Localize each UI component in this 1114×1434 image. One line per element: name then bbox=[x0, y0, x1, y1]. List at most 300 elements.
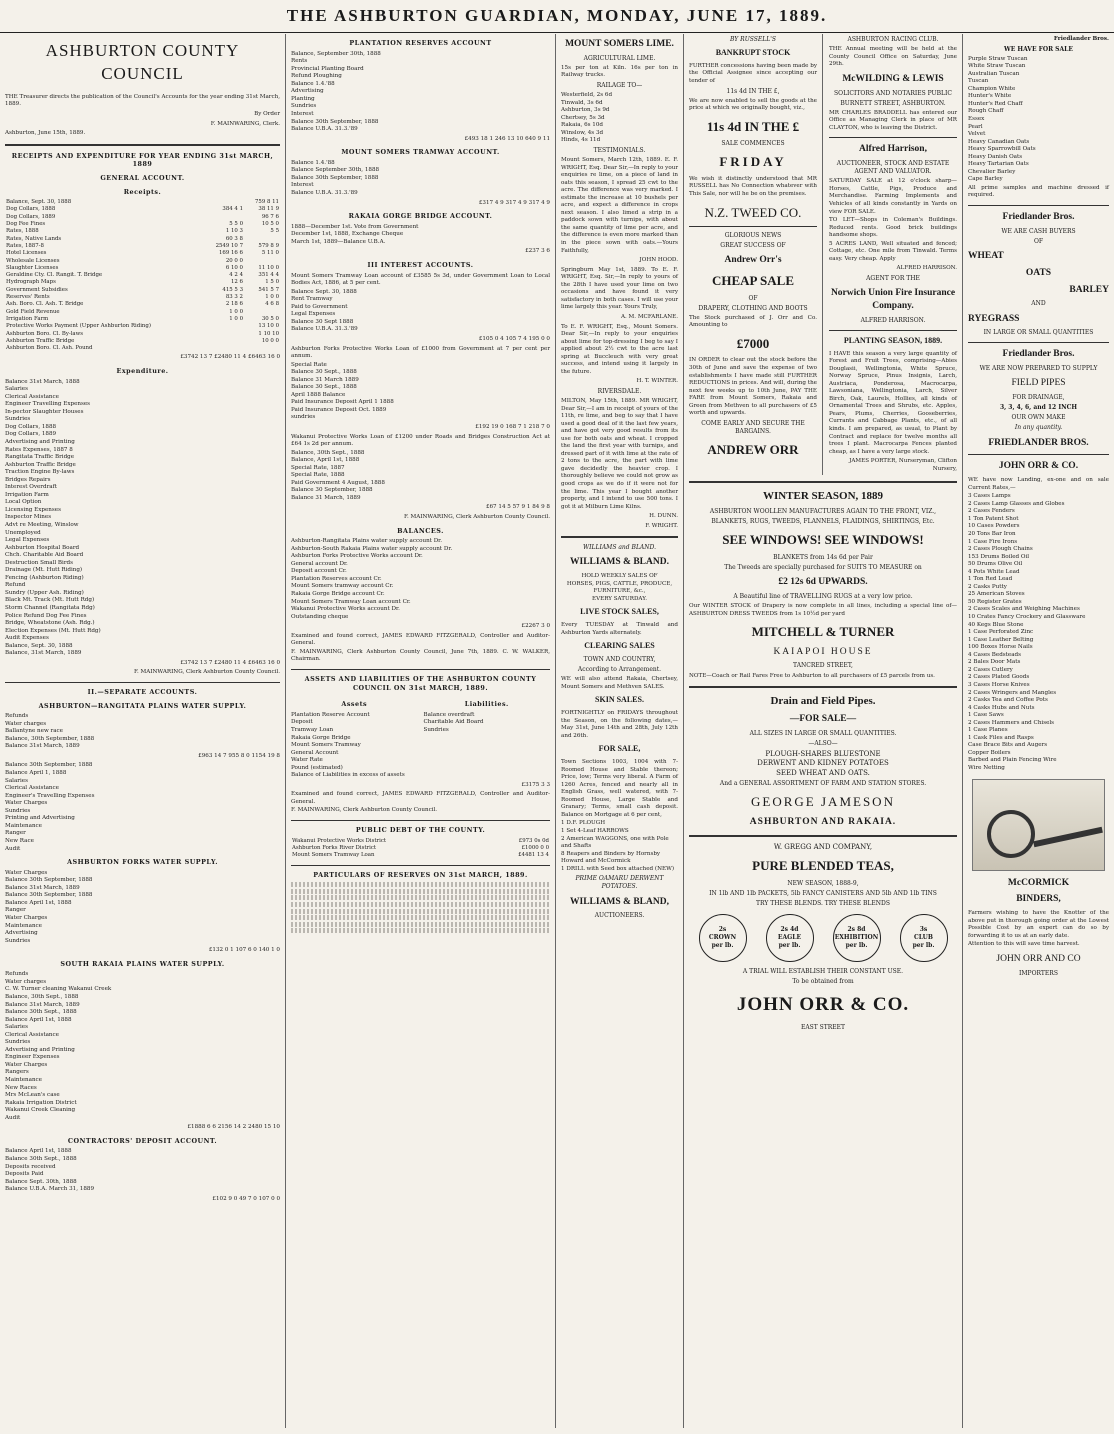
lime-prices: 15s per ton at Kiln. 16s per ton in Railway trucks. bbox=[561, 64, 678, 79]
clearing-sub: TOWN AND COUNTRY, bbox=[583, 656, 656, 664]
list-item: Tinwald, 3s 6d bbox=[561, 99, 603, 106]
list-item: Velvet bbox=[968, 131, 986, 138]
list-item: Dog Collars, 1888 bbox=[5, 423, 57, 430]
norwich-sig: ALFRED HARRISON. bbox=[860, 316, 926, 324]
general-assortment: And a GENERAL ASSORTMENT OF FARM AND STATION STORES. bbox=[719, 780, 927, 788]
friday: FRIDAY bbox=[719, 154, 787, 170]
norwich-title: Norwich Union Fire Insurance Company. bbox=[830, 288, 956, 311]
list-item: Water charges bbox=[5, 720, 47, 727]
table-row: Rates, 1887-8 2549 10 7 579 8 9 bbox=[6, 242, 279, 249]
list-item: 1 D.F. PLOUGH bbox=[561, 820, 606, 827]
expenditure-list bbox=[5, 379, 280, 658]
list-item: Hunter's Red Chaff bbox=[968, 100, 1023, 107]
list-item: EVERY SATURDAY. bbox=[592, 595, 647, 602]
harrison-text-3: 5 ACRES LAND, Well situated and fenced; Cottage, etc. One mile from Tinwald. Terms easy. Very cheap. Apply bbox=[829, 240, 957, 262]
list-item: Refund Ploughing bbox=[291, 73, 342, 80]
receipts-total: £3742 13 7 £2480 11 4 £6463 16 0 bbox=[180, 354, 280, 361]
list-item: Balance, 30th September, 1888 bbox=[5, 735, 95, 742]
barley: BARLEY bbox=[1069, 284, 1109, 295]
wheat-heading: WE HAVE FOR SALE bbox=[1004, 45, 1073, 53]
orr-stock: The Stock purchased of J. Orr and Co. Amounting to bbox=[689, 314, 817, 329]
list-item: Chch. Charitable Aid Board bbox=[5, 552, 84, 559]
list-item: Wire Netting bbox=[968, 764, 1005, 771]
table-row: Geraldine Cty. Cl. Rangit. T. Bridge 4 2 4 351 4 4 bbox=[6, 272, 279, 279]
rangitata-rows-2 bbox=[5, 762, 280, 853]
list-item: Ashburton Traffic Bridge bbox=[5, 461, 76, 468]
badge-unit: per lb. bbox=[845, 941, 868, 949]
russells-text: FURTHER concessions having been made by the Official Assignee since accepting our tender of bbox=[689, 62, 817, 84]
orr-goods: DRAPERY, CLOTHING AND BOOTS bbox=[698, 304, 808, 312]
wb-heading: WILLIAMS and BLAND. bbox=[582, 544, 657, 552]
list-item: Rakaia Gorge Bridge account Cr. bbox=[291, 591, 385, 598]
list-item: Legal Expenses bbox=[5, 537, 50, 544]
list-item: Chertsey, 5s 3d bbox=[561, 114, 605, 121]
list-item: 2 Cases Lamp Glasses and Globes bbox=[968, 500, 1065, 507]
testimonial-1-sig: JOHN HOOD. bbox=[639, 257, 678, 264]
table-row: Irrigation Farm 1 0 0 30 5 0 bbox=[6, 315, 279, 322]
tramway-total: £317 4 9 317 4 9 317 4 9 bbox=[478, 199, 550, 206]
list-item: 2 Cases Scales and Weighing Machines bbox=[968, 606, 1080, 613]
list-item: Paid to Government bbox=[291, 303, 348, 310]
list-item: Ranger bbox=[5, 907, 26, 914]
list-item: Chevalier Barley bbox=[968, 168, 1016, 175]
list-item: April 1888 Balance bbox=[291, 391, 346, 398]
drainage: FOR DRAINAGE, bbox=[1012, 394, 1065, 402]
tramway-rows bbox=[291, 160, 550, 198]
badge-unit: per lb. bbox=[778, 941, 801, 949]
list-item: Balance 30th September, 1888 bbox=[5, 877, 93, 884]
testimonial-1: Mount Somers, March 12th, 1889. E. F. WRIGHT, Esq. Dear Sir,—In reply to your enquiries re lime, on a piece of land in oats this season, I spread 25 cwt to the acre. The difference was very marked. I estimate the increase at 10 bushels per acre, and expect a difference in crops next season. I also limed a strip in a paddock sown with turnips, with about the same quantity of lime per acre, and the difference is even more marked than in the piece sown with oats.—Yours Faithfully, bbox=[561, 157, 678, 254]
list-item: Salaries bbox=[5, 1024, 28, 1031]
norwich-heading: AGENT FOR THE bbox=[866, 274, 920, 282]
reaper-illustration bbox=[972, 779, 1105, 871]
list-item: Special Rate bbox=[291, 361, 327, 368]
assets-rows bbox=[291, 712, 418, 780]
list-item: Balance April 1, 1888 bbox=[5, 770, 67, 777]
list-item: Clerical Assistance bbox=[5, 1031, 59, 1038]
rakaia-heading: SOUTH RAKAIA PLAINS WATER SUPPLY. bbox=[60, 959, 225, 968]
tramway-heading: MOUNT SOMERS TRAMWAY ACCOUNT. bbox=[341, 148, 500, 157]
col2-signature: F. MAINWARING, Clerk Ashburton County Council. bbox=[403, 514, 550, 520]
list-item: 153 Drums Boiled Oil bbox=[968, 553, 1030, 560]
debt-table bbox=[291, 838, 550, 860]
list-item: 10 Crates Fancy Crockery and Glassware bbox=[968, 614, 1086, 621]
own-make: OUR OWN MAKE bbox=[1011, 414, 1066, 422]
list-item: Balance 30th Sept., 1888 bbox=[5, 1156, 77, 1163]
list-item: Rough Chaff bbox=[968, 108, 1004, 115]
list-item: Heavy Tartarian Oats bbox=[968, 161, 1029, 168]
list-item: Interest bbox=[291, 182, 314, 189]
friedlander-2: Friedlander Bros. bbox=[1002, 349, 1075, 360]
list-item: Maintenance bbox=[5, 1077, 42, 1083]
tea-badge bbox=[900, 914, 948, 962]
wilding-text: MR CHARLES BRADDELL has entered our Office as Managing Clerk in place of MR CLAYTON, who is leaving the District. bbox=[829, 109, 957, 131]
plantation-total: £493 18 1 246 13 10 640 9 11 bbox=[464, 135, 550, 142]
list-item: Case Brace Bits and Augers bbox=[968, 742, 1048, 749]
list-item: Planting bbox=[291, 95, 315, 102]
list-item: Sundries bbox=[5, 1039, 31, 1046]
table-row: Rates, Native Lands 60 3 8 bbox=[6, 235, 243, 242]
live-heading: LIVE STOCK SALES, bbox=[580, 607, 659, 617]
badge-name: EAGLE bbox=[777, 933, 802, 941]
russells-text-3: We wish it distinctly understood that MR RUSSELL has No Connection whatever with This Sale, nor will he be on the premises. bbox=[689, 175, 817, 197]
lime-title: MOUNT SOMERS LIME. bbox=[565, 39, 674, 49]
list-item: 4 Cases Bedsteads bbox=[968, 651, 1021, 658]
list-item: Balance overdraft bbox=[423, 711, 475, 718]
interest-note: Mount Somers Tramway Loan account of £3585 5s 3d, under Government Loan to Local Bodies Act, 1886, at 5 per cent. bbox=[291, 272, 550, 287]
balances-total: £2267 3 0 bbox=[521, 623, 550, 630]
list-item: Balance Sept. 30th, 1888 bbox=[5, 1178, 77, 1185]
john-orr-co: JOHN ORR & CO. bbox=[736, 994, 910, 1016]
list-item: 20 Tons Bar Iron bbox=[968, 531, 1016, 538]
list-item: Champion White bbox=[968, 85, 1016, 92]
clearing-heading: CLEARING SALES bbox=[584, 641, 655, 651]
badge-price: 2s bbox=[718, 925, 727, 933]
attend-text: WE will also attend Rakaia, Chertsey, Mount Somers and Methven SALES. bbox=[561, 676, 678, 690]
list-item: Barbed and Plain Fencing Wire bbox=[968, 757, 1057, 764]
list-item: Balance Sept. 30, 1888 bbox=[291, 288, 357, 295]
table-row: Ashburton Boro. Cl. By-laws 1 10 10 bbox=[6, 330, 279, 337]
list-item: Engineer Expenses bbox=[5, 1054, 60, 1061]
wb-footer: WILLIAMS & BLAND, bbox=[570, 896, 669, 907]
list-item: Engineer's Travelling Expenses bbox=[5, 792, 95, 799]
orr-cheap-sale: CHEAP SALE bbox=[712, 273, 794, 289]
trial: A TRIAL WILL ESTABLISH THEIR CONSTANT USE. bbox=[742, 967, 904, 975]
rangitata-heading: ASHBURTON—RANGITATA PLAINS WATER SUPPLY. bbox=[38, 701, 247, 710]
list-item: 2 Casks Putty bbox=[968, 583, 1007, 590]
list-item: Copper Boilers bbox=[968, 749, 1011, 756]
list-item: Heavy Canadian Oats bbox=[968, 138, 1030, 145]
badge-name: CROWN bbox=[708, 933, 737, 941]
wakanui-rows bbox=[291, 450, 550, 503]
list-item: Balance 1.4.'88 bbox=[291, 159, 335, 166]
list-item: Mrs McLean's case bbox=[5, 1092, 60, 1099]
list-item: Water Charges bbox=[5, 1061, 48, 1068]
orr-footer-col5: JOHN ORR AND CO bbox=[996, 953, 1081, 964]
orr-of: OF bbox=[748, 294, 758, 302]
list-item: 2 Bales Door Mats bbox=[968, 659, 1021, 666]
list-item: Refunds bbox=[5, 971, 29, 978]
list-item: FURNITURE, &c., bbox=[593, 588, 646, 595]
list-item: Sundries bbox=[291, 103, 317, 110]
list-item: Local Option bbox=[5, 499, 42, 506]
list-item: 2 Cases Plough Chains bbox=[968, 546, 1033, 553]
list-item: Tuscan bbox=[968, 78, 989, 85]
blankets: BLANKETS from 14s 6d per Pair bbox=[773, 553, 873, 561]
railage-heading: RAILAGE TO— bbox=[596, 82, 643, 89]
column-shop-ads bbox=[684, 34, 962, 1428]
list-item: Audit Expenses bbox=[5, 635, 49, 642]
list-item: 40 Kegs Blue Stone bbox=[968, 621, 1024, 628]
list-item: Paid Insurance Deposit Oct. 1889 bbox=[291, 406, 387, 413]
masthead: THE ASHBURTON GUARDIAN, MONDAY, JUNE 17, 1889. bbox=[0, 6, 1114, 33]
list-item: Rents bbox=[291, 58, 308, 65]
list-item: Election Expenses (Mt. Hutt Rdg) bbox=[5, 627, 101, 634]
list-item: General account Dr. bbox=[291, 560, 348, 567]
badge-name: CLUB bbox=[914, 933, 933, 941]
wakanui-total: £67 14 5 57 9 1 84 9 8 bbox=[485, 504, 550, 511]
quantities: IN LARGE OR SMALL QUANTITIES bbox=[983, 329, 1094, 337]
list-item: Drainage (Mt. Hutt Riding) bbox=[5, 567, 83, 574]
list-item: 3 Cases Horse Knives bbox=[968, 681, 1030, 688]
list-item: Special Rate, 1888 bbox=[291, 472, 345, 479]
list-item: Clerical Assistance bbox=[5, 785, 59, 792]
forks-rows bbox=[5, 870, 280, 945]
forsale-text: Town Sections 1003, 1004 with 7-Roomed House and Stable thereon; Price, low; Terms very liberal. A Farm of 1260 Acres, fenced and nearly all in English Grass, well watered, with 7-Roomed House, Large Stable and Granary; Terms, small cash deposit. Balance on Mortgage at 6 per cent, bbox=[561, 759, 678, 818]
col2-signature-2: F. MAINWARING, Clerk Ashburton County Council, June 7th, 1889. C. W. WALKER, Chairman. bbox=[291, 648, 550, 663]
list-item: Deposits Paid bbox=[5, 1171, 44, 1178]
wheat: WHEAT bbox=[968, 251, 1004, 262]
table-row: Wholesale Licenses 20 0 0 bbox=[6, 257, 243, 264]
list-item: 2 Cases Plated Goods bbox=[968, 674, 1030, 681]
reserves-heading: PARTICULARS OF RESERVES ON 31st MARCH, 1889. bbox=[313, 870, 528, 879]
planting-text: I HAVE this season a very large quantity of Forest and Fruit Trees, comprising—Abies Douglasii, Wellingtonia, White Spruce, Norway Spruce, Pinus Insignis, Larch, Austriaca, Ponderosa, Macrocarpa, Lawsoniana, Wellingtonia, Larch, Silver Birch, Oak, Laurels, Hollies, all kinds of Ornamental Trees and Shrubs, etc. Apples, Pears, Plums, Cherries, Gooseberries, Currants and Cabbage Plants, etc., of all kinds. I am prepared, as usual, to Plant by Contract and replace for twelve months all trees I plant. Macrocarpa Fences planted cheap, as I have a very large stock. bbox=[829, 350, 957, 455]
list-item: Balance 31 March 1889 bbox=[291, 376, 359, 383]
wilding-sub: SOLICITORS AND NOTARIES PUBLIC bbox=[834, 89, 952, 97]
forks-heading: ASHBURTON FORKS WATER SUPPLY. bbox=[67, 858, 218, 867]
testimonial-2: Springburn May 1st, 1889. To E. F. WRIGHT, Esq. Sir,—In reply to yours of the 28th I have used your lime on two occasions and have found it very satisfactory in both cases. I will use your lime largely this year. Yours Truly, bbox=[561, 266, 678, 311]
mitchell-turner: MITCHELL & TURNER bbox=[751, 624, 895, 640]
receipts-table bbox=[5, 199, 280, 352]
winter-text: Our WINTER STOCK of Drapery is now complete in all lines, including a special line of— ASHBURTON DRESS TWEEDS from 1s 10½d per yard bbox=[689, 602, 957, 617]
list-item: Plantation Reserve Account bbox=[291, 711, 370, 718]
kaiapoi-house: KAIAPOI HOUSE bbox=[773, 646, 873, 657]
list-item: Balance September 30th, 1888 bbox=[291, 167, 380, 174]
table-row: Hotel Licenses 169 16 6 5 11 0 bbox=[6, 250, 279, 257]
pipe-sizes: 3, 3, 4, 6, and 12 INCH bbox=[999, 404, 1078, 412]
list-item: Pound (estimated) bbox=[291, 764, 343, 771]
gregg-heading: W. GREGG AND COMPANY, bbox=[773, 842, 873, 851]
list-item: Ashburton Forks Protective Works account Dr. bbox=[291, 553, 423, 560]
list-item: Balance April 1st, 1888 bbox=[5, 1016, 72, 1023]
list-item: DERWENT AND KIDNEY POTATOES bbox=[757, 759, 889, 768]
signer: F. MAINWARING, Clerk. bbox=[210, 120, 280, 127]
date-line: Ashburton, June 15th, 1889. bbox=[5, 130, 86, 137]
assets-total: £3175 3 3 bbox=[521, 781, 550, 788]
badge-price: 3s bbox=[919, 925, 928, 933]
winter-heading: WINTER SEASON, 1889 bbox=[762, 490, 884, 503]
binders: BINDERS, bbox=[1016, 894, 1061, 905]
lime-sub: AGRICULTURAL LIME. bbox=[583, 54, 656, 62]
list-item: Traction Engine By-laws bbox=[5, 469, 75, 476]
list-item: Balance 1.4.'88 bbox=[291, 80, 335, 87]
column-friedlander-ads bbox=[962, 34, 1114, 1428]
list-item: Sundries bbox=[5, 937, 31, 944]
list-item: Balance, April 1st, 1888 bbox=[291, 457, 360, 464]
list-item: Water Rate bbox=[291, 757, 323, 764]
list-item: 3 Cases Lamps bbox=[968, 493, 1011, 500]
list-item: New Race bbox=[5, 837, 34, 844]
list-item: Balance 31st March, 1888 bbox=[5, 378, 80, 385]
balances-rows bbox=[291, 538, 550, 621]
list-item: White Straw Tuscan bbox=[968, 63, 1026, 70]
wb-lines bbox=[561, 573, 678, 603]
list-item: New Races bbox=[5, 1084, 37, 1091]
orr-amount: £7000 bbox=[736, 335, 770, 351]
potatoes-text: PRIME OAMARU DERWENT POTATOES. bbox=[575, 875, 664, 891]
list-item: Paid Government 4 August, 1888 bbox=[291, 479, 385, 486]
list-item: 2 American WAGGONS, one with Pole and Shafts bbox=[561, 835, 669, 850]
list-item: Balance U.B.A. 31.3.'89 bbox=[291, 190, 358, 197]
list-item: Salaries bbox=[5, 777, 28, 784]
prepared: WE ARE NOW PREPARED TO SUPPLY bbox=[979, 365, 1098, 373]
new-season: NEW SEASON, 1888-9, bbox=[787, 879, 859, 887]
gorge-total: £237 3 6 bbox=[525, 248, 550, 255]
expenditure-total: £3742 13 7 £2480 11 4 £6463 16 0 bbox=[180, 659, 280, 666]
list-item: Sundries bbox=[5, 807, 31, 814]
winter-items: BLANKETS, RUGS, TWEEDS, FLANNELS, FLAIDINGS, SHIRTINGS, Etc. bbox=[711, 518, 935, 526]
list-item: Ashburton Hospital Board bbox=[5, 544, 80, 551]
list-item: Purple Straw Tuscan bbox=[968, 55, 1028, 62]
live-text: Every TUESDAY at Tinwald and Ashburton Yards alternately. bbox=[561, 622, 678, 636]
list-item: PLOUGH-SHARES BLUESTONE bbox=[765, 749, 881, 758]
column-county-accounts bbox=[0, 34, 286, 1428]
list-item: Plantation Reserves account Cr. bbox=[291, 575, 382, 582]
see-windows: SEE WINDOWS! SEE WINDOWS! bbox=[722, 532, 924, 548]
packets: IN 1lb AND 1lb PACKETS, 5lb FANCY CANISTERS AND 5lb AND 1lb TINS bbox=[709, 889, 937, 897]
assets-label: Assets bbox=[341, 700, 368, 709]
racing-text: THE Annual meeting will be held at the County Council Office on Saturday, June 29th. bbox=[829, 46, 957, 68]
table-row: Government Subsidies 415 5 3 541 5 7 bbox=[6, 286, 279, 293]
tea-blend-badges bbox=[689, 914, 957, 962]
orr-items bbox=[968, 493, 1109, 772]
importers: IMPORTERS bbox=[1019, 969, 1058, 977]
list-item: Unemployed bbox=[5, 529, 41, 536]
skin-text: FORTNIGHTLY on FRIDAYS throughout the Season, on the following dates,—May 31st, June 14th and 28th, July 12th and 26th. bbox=[561, 710, 678, 739]
russells-heading: BY RUSSELL'S bbox=[730, 36, 776, 43]
list-item: Charitable Aid Board bbox=[423, 719, 484, 726]
tea-badge bbox=[699, 914, 747, 962]
list-item: Maintenance bbox=[5, 922, 42, 929]
list-item: Balance 30th September, 1888 bbox=[5, 892, 93, 899]
list-item: SEED WHEAT AND OATS. bbox=[776, 768, 870, 777]
list-item: Hunter's White bbox=[968, 93, 1012, 100]
table-row: Dog Collars, 1889 96 7 6 bbox=[6, 213, 279, 220]
liabilities-rows bbox=[424, 712, 551, 735]
jameson-name: GEORGE JAMESON bbox=[751, 794, 895, 810]
mccormick: McCORMICK bbox=[1007, 877, 1070, 888]
rakaia-rows bbox=[5, 971, 280, 1122]
testimonial-3: To E. F. WRIGHT, Esq., Mount Somers. Dear Sir,—In reply to your enquiries about lime for top-dressing I beg to say I applied about 2½ cwt to the acre last spring at Buccleuch with very great success, and intend using it largely in the future. bbox=[561, 323, 678, 375]
list-item: Police Refund Dog Fee Fines bbox=[5, 612, 87, 619]
by-order: By Order bbox=[254, 110, 280, 117]
orr-footer: ANDREW ORR bbox=[707, 442, 799, 458]
list-item: Interest Overdraft bbox=[5, 484, 57, 491]
upwards: £2 12s 6d UPWARDS. bbox=[778, 577, 868, 588]
list-item: Rangers bbox=[5, 1069, 29, 1076]
list-item: HORSES, PIGS, CATTLE, PRODUCE, bbox=[566, 580, 673, 587]
list-item: Dog Collars, 1889 bbox=[5, 431, 57, 438]
skin-heading: SKIN SALES. bbox=[595, 695, 644, 705]
separate-heading: II.—SEPARATE ACCOUNTS. bbox=[87, 687, 198, 696]
list-item: Refund bbox=[5, 582, 26, 589]
table-row: Ashburton Boro. Cl. Ash. Pound bbox=[6, 345, 93, 352]
orr-intro: WE have now Landing, ex-one and on sale Current Rates,— bbox=[968, 477, 1109, 491]
list-item: Audit bbox=[5, 1114, 21, 1121]
list-item: 50 Register Grates bbox=[968, 598, 1022, 605]
list-item: 1888—December 1st. Vote from Government bbox=[291, 223, 419, 230]
list-item: Paid Insurance Deposit April 1 1888 bbox=[291, 399, 394, 406]
list-item: Tramway Loan bbox=[291, 726, 334, 733]
list-item: sundries bbox=[291, 414, 316, 421]
council-title: ASHBURTON COUNTY COUNCIL bbox=[45, 41, 240, 83]
testimonial-2-sig: A. M. MCFARLANE. bbox=[620, 313, 678, 320]
list-item: Deposit bbox=[291, 719, 313, 726]
list-item: Rakaia Gorge Bridge bbox=[291, 734, 351, 741]
interest-heading: III INTEREST ACCOUNTS. bbox=[367, 260, 474, 269]
table-row: Mount Somers Tramway Loan £4481 13 4 bbox=[292, 852, 549, 859]
harrison-heading: Alfred Harrison, bbox=[859, 144, 927, 155]
rangitata-total: £963 14 7 955 8 0 1154 19 8 bbox=[198, 752, 280, 759]
list-item: HOLD WEEKLY SALES OF bbox=[581, 573, 658, 580]
wb-footer-sub: AUCTIONEERS. bbox=[594, 912, 645, 920]
plantation-rows bbox=[291, 51, 550, 134]
list-item: Maintenance bbox=[5, 822, 42, 829]
list-item: Salaries bbox=[5, 386, 28, 393]
list-item: Cape Barley bbox=[968, 176, 1003, 183]
clearing-text: According to Arrangement. bbox=[577, 666, 662, 674]
russells-text-2: We are now enabled to sell the goods at the price at which we originally bought, viz., bbox=[689, 97, 817, 112]
list-item: Mount Somers tramway account Cr. bbox=[291, 583, 394, 590]
railage-rows bbox=[561, 92, 678, 145]
orr-success: GREAT SUCCESS OF bbox=[720, 242, 786, 250]
contractors-rows bbox=[5, 1148, 280, 1193]
orr-text: IN ORDER to clear out the stock before the 30th of June and save the expense of two establishments I have made still FURTHER REDUCTIONS in prices. And will, during the next few weeks up to 10th June, PAY THE FARE from Mount Somers, Rakaia and Green from Methven to all purchasers of £5 worth and upwards. bbox=[689, 357, 817, 417]
list-item: Advertising bbox=[5, 930, 38, 937]
wilding-heading: McWILDING & LEWIS bbox=[842, 73, 944, 84]
examined-text-2: Examined and found correct, JAMES EDWARD FITZGERALD, Controller and Auditor-General. bbox=[291, 791, 550, 805]
list-item: Black Mt. Track (Mt. Hutt Rdg) bbox=[5, 597, 95, 604]
list-item: 1 Ton Red Lead bbox=[968, 576, 1013, 583]
list-item: Balance U.B.A. 31.3.'89 bbox=[291, 126, 358, 133]
wheat-note: All prime samples and machine dressed if required. bbox=[968, 184, 1109, 199]
field-pipes: FIELD PIPES bbox=[1011, 378, 1066, 389]
list-item: Advt re Meeting, Winslow bbox=[5, 521, 79, 528]
receipts-heading: RECEIPTS AND EXPENDITURE FOR YEAR ENDING 31st MARCH, 1889 bbox=[11, 151, 274, 169]
list-item: Bridge, Wheatstone (Ash. Rdg.) bbox=[5, 620, 95, 627]
forsale: —FOR SALE— bbox=[789, 713, 857, 724]
examined-text: Examined and found correct, JAMES EDWARD FITZGERALD, Controller and Auditor-General. bbox=[291, 632, 550, 647]
interest-total: £105 0 4 105 7 4 195 0 0 bbox=[478, 335, 550, 342]
table-row: Dog Fee Fines 5 5 0 10 5 0 bbox=[6, 221, 279, 228]
orr-heading: JOHN ORR & CO. bbox=[998, 461, 1079, 472]
list-item: 1 Case Leather Belting bbox=[968, 636, 1034, 643]
list-item: Water Charges bbox=[5, 914, 48, 921]
russells-price: 11s 4d IN THE £, bbox=[726, 87, 780, 95]
table-row: Protective Works Payment (Upper Ashburton Riding) 13 10 0 bbox=[6, 323, 279, 330]
list-item: Balance 30th September, 1888 bbox=[291, 174, 379, 181]
list-item: 1 Case Saws bbox=[968, 712, 1004, 719]
obtained: To be obtained from bbox=[792, 978, 854, 986]
winter-sub: ASHBURTON WOOLLEN MANUFACTURES AGAIN TO THE FRONT, VIZ., bbox=[709, 508, 937, 516]
testimonial-4-sig-2: F. WRIGHT. bbox=[645, 522, 678, 529]
list-item: Ashburton-Rangitata Plains water supply account Dr. bbox=[291, 538, 443, 545]
list-item: 1 Cask Files and Rasps bbox=[968, 734, 1034, 741]
list-item: Balance April 1st, 1888 bbox=[5, 899, 72, 906]
list-item: Australian Tuscan bbox=[968, 70, 1020, 77]
list-item: Ranger bbox=[5, 830, 26, 837]
orr-news: GLORIOUS NEWS bbox=[724, 232, 782, 240]
list-item: Outstanding cheque bbox=[291, 613, 349, 620]
list-item: Clerical Assistance bbox=[5, 393, 59, 400]
list-item: Balance U.B.A. March 31, 1889 bbox=[5, 1186, 95, 1193]
list-item: Balance 30th September, 1888 bbox=[291, 118, 379, 125]
list-item: Inspector Mines bbox=[5, 514, 52, 521]
list-item: Heavy Danish Oats bbox=[968, 153, 1023, 160]
russells-big: 11s 4d IN THE £ bbox=[706, 118, 800, 134]
sale-commences: SALE COMMENCES bbox=[721, 140, 785, 148]
table-row: Gold Field Revenue 1 0 0 bbox=[6, 308, 243, 315]
